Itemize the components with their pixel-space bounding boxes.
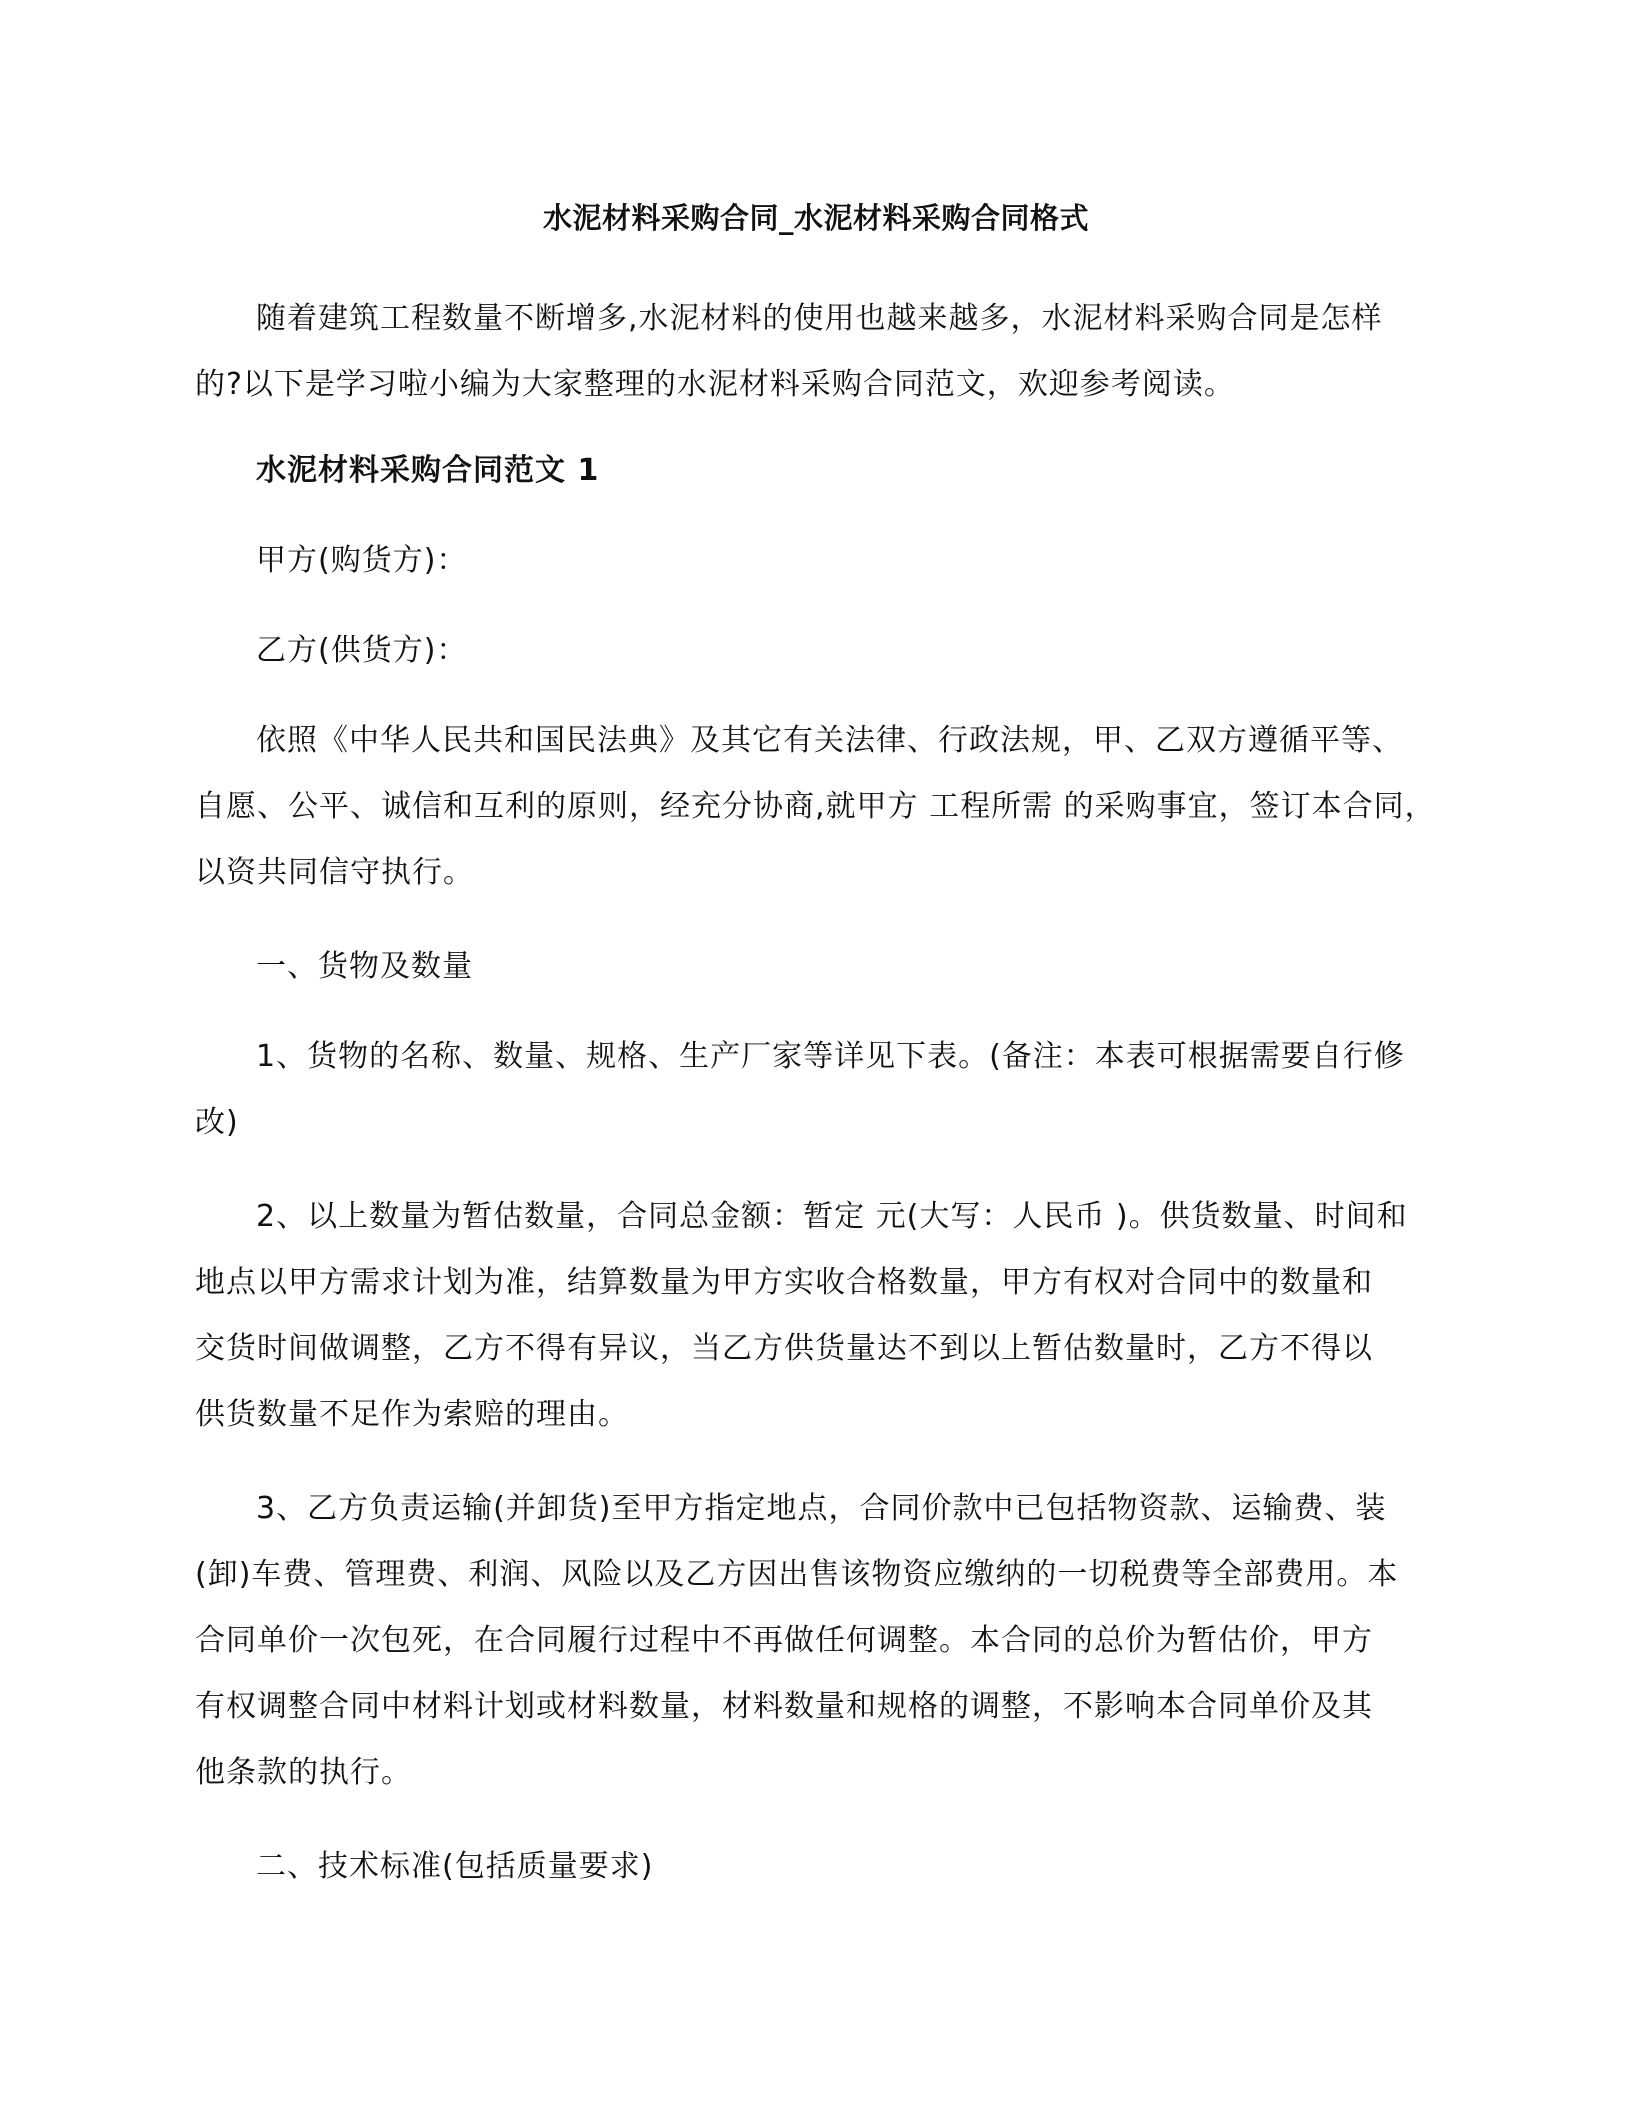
clause-2-line-4: 供货数量不足作为索赔的理由。 [195, 1397, 629, 1432]
document-title: 水泥材料采购合同_水泥材料采购合同格式 [542, 201, 1089, 235]
clause-3-line-2: (卸)车费、管理费、利润、风险以及乙方因出售该物资应缴纳的一切税费等全部费用。本 [195, 1557, 1399, 1592]
clause-3-line-3: 合同单价一次包死，在合同履行过程中不再做任何调整。本合同的总价为暂估价，甲方 [195, 1623, 1373, 1658]
intro-line-2: 的?以下是学习啦小编为大家整理的水泥材料采购合同范文，欢迎参考阅读。 [195, 367, 1235, 402]
clause-2-line-2: 地点以甲方需求计划为准，结算数量为甲方实收合格数量，甲方有权对合同中的数量和 [195, 1265, 1373, 1300]
party-a-label: 甲方(购货方)： [256, 543, 468, 578]
clause-two-heading: 二、技术标准(包括质量要求) [256, 1849, 654, 1884]
clause-3-line-5: 他条款的执行。 [195, 1755, 412, 1790]
preamble-line-2: 自愿、公平、诚信和互利的原则，经充分协商,就甲方 工程所需 的采购事宜，签订本合同， [195, 789, 1436, 824]
preamble-line-3: 以资共同信守执行。 [195, 855, 474, 890]
clause-1-line-1: 1、货物的名称、数量、规格、生产厂家等详见下表。(备注：本表可根据需要自行修 [256, 1039, 1405, 1074]
section-heading: 水泥材料采购合同范文 1 [256, 453, 600, 488]
intro-line-1: 随着建筑工程数量不断增多,水泥材料的使用也越来越多，水泥材料采购合同是怎样 [256, 301, 1383, 336]
clause-3-line-4: 有权调整合同中材料计划或材料数量，材料数量和规格的调整，不影响本合同单价及其 [195, 1689, 1373, 1724]
clause-one-heading: 一、货物及数量 [256, 949, 473, 984]
party-b-label: 乙方(供货方)： [256, 633, 468, 668]
clause-1-line-2: 改) [195, 1105, 239, 1140]
preamble-line-1: 依照《中华人民共和国民法典》及其它有关法律、行政法规，甲、乙双方遵循平等、 [256, 723, 1403, 758]
clause-3-line-1: 3、乙方负责运输(并卸货)至甲方指定地点，合同价款中已包括物资款、运输费、装 [256, 1491, 1387, 1526]
clause-2-line-1: 2、以上数量为暂估数量，合同总金额：暂定 元(大写：人民币 )。供货数量、时间和 [256, 1199, 1408, 1234]
clause-2-line-3: 交货时间做调整，乙方不得有异议，当乙方供货量达不到以上暂估数量时，乙方不得以 [195, 1331, 1373, 1366]
